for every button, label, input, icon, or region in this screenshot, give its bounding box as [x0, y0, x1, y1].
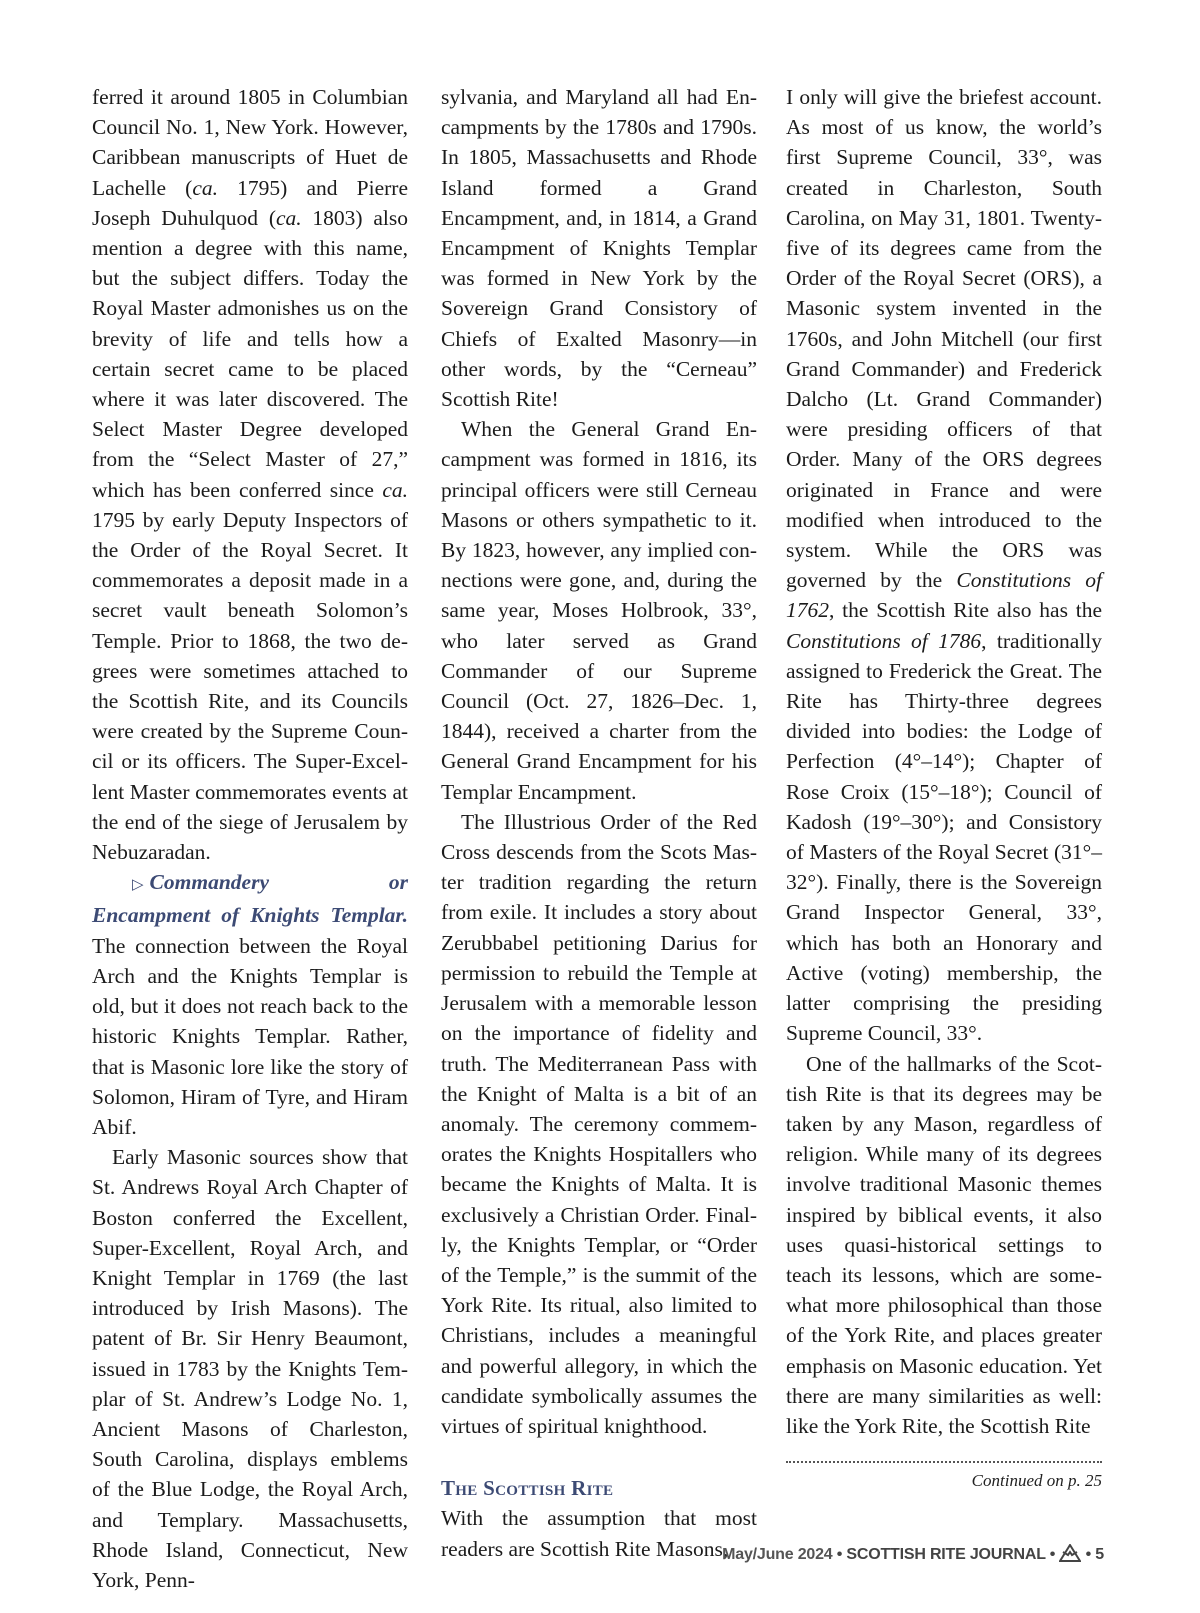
- triangle-bullet-icon: ▷: [132, 877, 144, 894]
- dotted-divider: [786, 1461, 1102, 1463]
- paragraph: The Illustrious Order of the Red Cross descends from the Scots Master tradition regarding the return from exile. It includes a story about Zerubbabel petitioning Darius for permission to rebuild the Temple at Jerusalem with a memorable lesson on the importance of fidelity and truth. The Mediterranean Pass with the Knight of Malta is a bit of an anomaly. The ceremony commemorates the Knights Hospitallers who became the Knights of Malta. It is exclusively a Christian Order. Finally, the Knights Templar, or “Order of the Temple,” is the summit of the York Rite. Its ritual, also limited to Christians, includes a meaningful and powerful allegory, in which the candidate symbolically assumes the virtues of spiritual knighthood.: [441, 809, 757, 1438]
- page-footer: [722, 1544, 1104, 1567]
- section-heading: The Scottish Rite: [441, 1476, 614, 1501]
- double-headed-eagle-triangle-icon: [1059, 1544, 1081, 1567]
- text-column-3: [786, 82, 1102, 1441]
- paragraph: Early Masonic sources show that St. Andrews Royal Arch Chapter of Boston conferred the Excellent, Super-Excellent, Royal Arch, and Knight Templar in 1769 (the last introduced by Irish Masons). The patent of Br. Sir Henry Beaumont, issued in 1783 by the Knights Templar of St. Andrew’s Lodge No. 1, Ancient Masons of Charleston, South Carolina, displays emblems of the Blue Lodge, the Royal Arch, and Templary. Massachusetts, Rhode Island, Connecticut, New York, Penn-: [92, 1145, 408, 1592]
- paragraph: One of the hallmarks of the Scottish Rite is that its degrees may be taken by any Mason, regardless of religion. While many of its degrees involve traditional Masonic themes inspired by biblical events, it also uses quasi-historical settings to teach its lessons, which are somewhat more philosophical than those of the York Rite, and places greater emphasis on Masonic education. Yet there are many similarities as well: like the York Rite, the Scottish Rite: [786, 1051, 1102, 1438]
- footer-bullet: •: [1085, 1546, 1092, 1563]
- page-number: 5: [1095, 1546, 1104, 1563]
- paragraph: With the assumption that most readers are Scottish Rite Masons,: [441, 1506, 757, 1561]
- issue-date: May/June 2024: [722, 1546, 833, 1563]
- run-in-heading: Commandery or Encampment of Knights Templar.: [92, 870, 408, 928]
- continued-note: Continued on p. 25: [971, 1471, 1102, 1490]
- paragraph: I only will give the briefest account. As most of us know, the world’s first Supreme Council, 33°, was created in Charleston, South Carolina, on May 31, 1801. Twenty-five of its degrees came from the Order of the Royal Secret (ORS), a Masonic system invented in the 1760s, and John Mitchell (our first Grand Commander) and Frederick Dalcho (Lt. Grand Commander) were presiding officers of that Order. Many of the ORS degrees originated in France and were modified when introduced to the system. While the ORS was governed by the Constitutions of 1762, the Scottish Rite also has the Constitutions of 1786, traditionally assigned to Frederick the Great. The Rite has Thirty-three degrees divided into bodies: the Lodge of Perfection (4°–14°); Chapter of Rose Croix (15°–18°); Council of Kadosh (19°–30°); and Consistory of Masters of the Royal Secret (31°–32°). Finally, there is the Sovereign Grand Inspector General, 33°, which has both an Honorary and Active (voting) membership, the latter comprising the presiding Supreme Council, 33°.: [786, 85, 1102, 1046]
- paragraph: When the General Grand Encampment was formed in 1816, its principal officers were still Cerneau Masons or others sympathetic to it. By 1823, however, any implied connections were gone, and, during the same year, Moses Holbrook, 33°, who later served as Grand Commander of our Supreme Council (Oct. 27, 1826–Dec. 1, 1844), received a charter from the General Grand Encampment for his Templar Encampment.: [441, 417, 757, 804]
- paragraph-commandery: ▷ Commandery or Encampment of Knights Templar. The connection between the Royal Arch and the Knights Templar is old, but it does not reach back to the historic Knights Templar. Rather, that is Masonic lore like the story of Solomon, Hiram of Tyre, and Hiram Abif.: [92, 870, 408, 1139]
- text-column-2: [441, 82, 757, 1564]
- footer-bullet: •: [1049, 1546, 1056, 1563]
- text-column-1: [92, 82, 408, 1595]
- journal-name: SCOTTISH RITE JOURNAL: [846, 1546, 1046, 1563]
- paragraph: ferred it around 1805 in Columbian Council No. 1, New York. However, Caribbean manuscripts of Huet de Lachelle (ca. 1795) and Pierre Joseph Duhulquod (ca. 1803) also mention a degree with this name, but the subject differs. Today the Royal Master admonishes us on the brevity of life and tells how a certain secret came to be placed where it was later discovered. The Select Master Degree developed from the “Select Master of 27,” which has been conferred since ca. 1795 by early Deputy Inspectors of the Order of the Royal Secret. It commemorates a deposit made in a secret vault beneath Solomon’s Temple. Prior to 1868, the two degrees were sometimes attached to the Scottish Rite, and its Councils were created by the Supreme Council or its officers. The Super-Excellent Master commemorates events at the end of the siege of Jerusalem by Nebuzaradan.: [92, 85, 408, 865]
- paragraph: sylvania, and Maryland all had Encampments by the 1780s and 1790s. In 1805, Massachusetts and Rhode Island formed a Grand Encampment, and, in 1814, a Grand Encampment of Knights Templar was formed in New York by the Sovereign Grand Consistory of Chiefs of Exalted Masonry—in other words, by the “Cerneau” Scottish Rite!: [441, 85, 757, 412]
- footer-bullet: •: [836, 1546, 843, 1563]
